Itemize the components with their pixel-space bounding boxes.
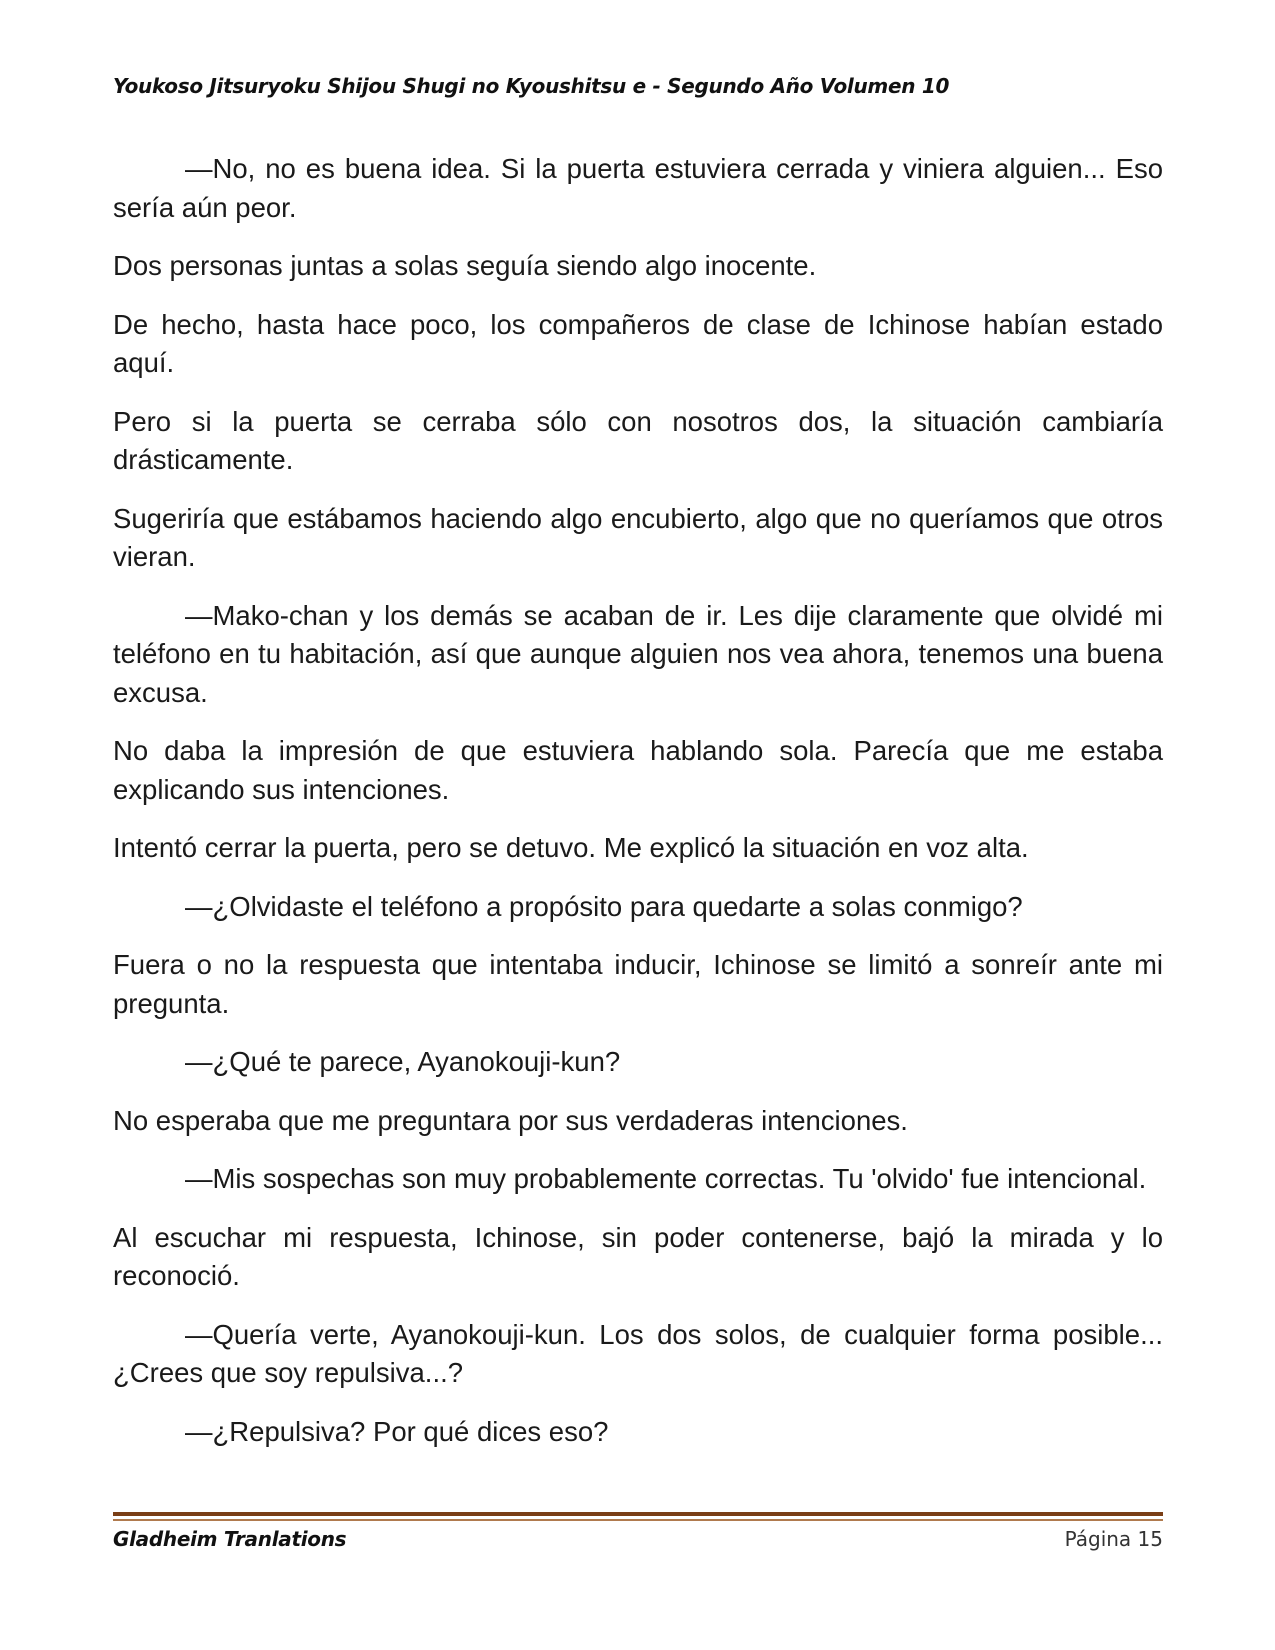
- paragraph: Al escuchar mi respuesta, Ichinose, sin poder contenerse, bajó la mirada y lo reconoció.: [113, 1221, 1163, 1291]
- paragraph-dialogue: —Mis sospechas son muy probablemente correctas. Tu 'olvido' fue intencional.: [185, 1163, 1147, 1194]
- paragraph-dialogue: —¿Qué te parece, Ayanokouji-kun?: [185, 1046, 621, 1077]
- paragraph: No esperaba que me preguntara por sus verdaderas intenciones.: [113, 1104, 908, 1136]
- document-header-title: Youkoso Jitsuryoku Shijou Shugi no Kyoushitsu e - Segundo Año Volumen 10: [113, 74, 950, 98]
- paragraph-dialogue: —Quería verte, Ayanokouji-kun. Los dos solos, de cualquier forma posible... ¿Crees que soy repulsiva...?: [113, 1318, 1163, 1388]
- footer-divider-thick: [113, 1512, 1163, 1516]
- footer-divider-thin: [113, 1519, 1163, 1521]
- paragraph-dialogue: —Mako-chan y los demás se acaban de ir. Les dije claramente que olvidé mi teléfono en tu habitación, así que aunque alguien nos vea ahora, tenemos una buena excusa.: [113, 599, 1163, 708]
- page-number: Página 15: [1064, 1527, 1163, 1551]
- paragraph: Pero si la puerta se cerraba sólo con nosotros dos, la situación cambiaría drásticamente.: [113, 405, 1163, 475]
- paragraph: Intentó cerrar la puerta, pero se detuvo. Me explicó la situación en voz alta.: [113, 832, 1029, 863]
- paragraph-dialogue: —No, no es buena idea. Si la puerta estuviera cerrada y viniera alguien... Eso sería aún peor.: [113, 153, 1163, 223]
- paragraph: Fuera o no la respuesta que intentaba inducir, Ichinose se limitó a sonreír ante mi pregunta.: [113, 949, 1163, 1019]
- paragraph: Sugeriría que estábamos haciendo algo encubierto, algo que no queríamos que otros vieran.: [113, 502, 1163, 572]
- document-body: [113, 150, 1163, 1471]
- paragraph: Dos personas juntas a solas seguía siendo algo inocente.: [113, 250, 817, 281]
- paragraph-dialogue: —¿Olvidaste el teléfono a propósito para quedarte a solas conmigo?: [185, 890, 1023, 922]
- paragraph: No daba la impresión de que estuviera hablando sola. Parecía que me estaba explicando sus intenciones.: [113, 735, 1163, 805]
- footer-credit: Gladheim Tranlations: [113, 1527, 347, 1551]
- paragraph-dialogue: —¿Repulsiva? Por qué dices eso?: [185, 1415, 609, 1447]
- paragraph: De hecho, hasta hace poco, los compañeros de clase de Ichinose habían estado aquí.: [113, 308, 1163, 378]
